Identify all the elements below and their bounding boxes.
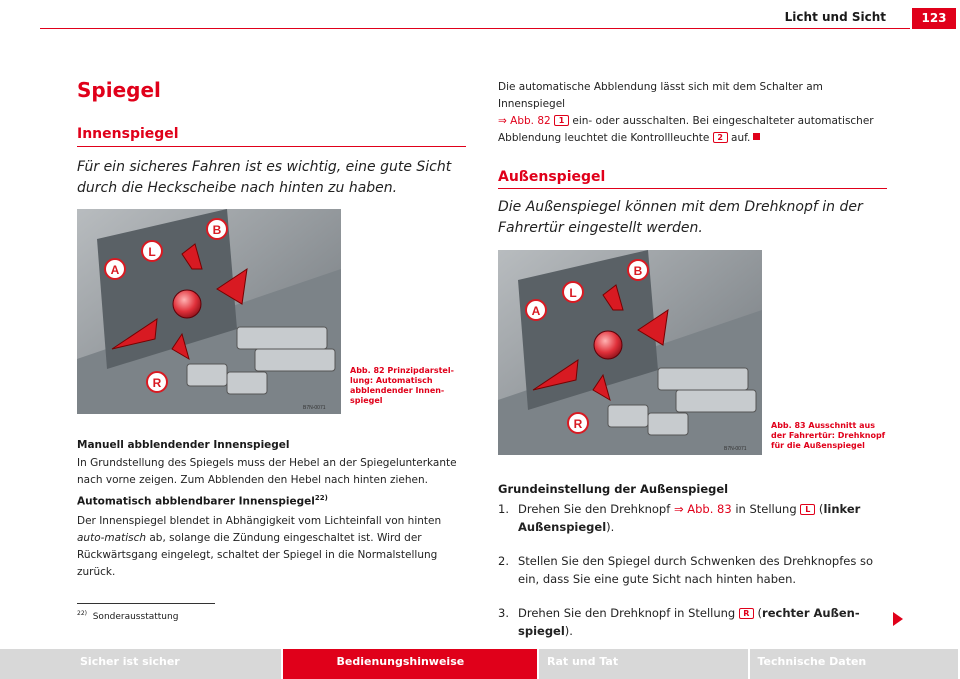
svg-text:R: R	[152, 376, 162, 390]
marker-2-badge: 2	[713, 132, 728, 143]
page-header-title: Licht und Sicht	[784, 10, 886, 24]
svg-text:A: A	[110, 263, 120, 277]
position-R-badge: R	[739, 608, 754, 619]
next-page-arrow-icon[interactable]	[893, 612, 903, 626]
svg-text:B7N-0071: B7N-0071	[724, 446, 747, 452]
svg-text:B7N-0071: B7N-0071	[303, 405, 326, 411]
steps-title: Grundeinstellung der Außenspiegel	[498, 482, 729, 496]
footer-nav	[0, 649, 960, 679]
tab-bedienungshinweise[interactable]: Bedienungshinweise	[283, 649, 540, 679]
footnote: $^{22)}$ Sonderausstattung	[77, 610, 179, 622]
chapter-heading: Spiegel	[77, 78, 161, 102]
figure-83-illustration	[498, 250, 762, 455]
auto-mirror-text: Der Innenspiegel blendet in Abhängigkeit vom Lichteinfall von hinten auto-matisch ab, solange die Zündung eingeschaltet ist. Wird der Rückwärtsgang eingelegt, schaltet der Spiegel in die Normalstellung zurück.	[77, 515, 442, 578]
link-abb-82[interactable]: Abb. 82	[510, 115, 551, 127]
manual-mirror-title: Manuell abblendender Innenspiegel	[77, 439, 290, 451]
list-item: 2. Stellen Sie den Spiegel durch Schwenken des Drehknopfes so ein, dass Sie eine gute Sicht nach hinten haben.	[498, 554, 874, 586]
link-arrow-icon: ⇒	[498, 115, 507, 127]
position-L-badge: L	[800, 504, 815, 515]
auto-dimming-text: Die automatische Abblendung lässt sich mit dem Schalter am Innenspiegel ⇒ Abb. 82 1 ein- oder ausschalten. Bei eingeschalteter automatischer Abblendung leuchtet die Kontrollleuchte 2 auf.	[498, 81, 874, 144]
svg-text:B: B	[212, 223, 222, 237]
header-rule	[40, 28, 910, 29]
tab-sicher-ist-sicher[interactable]: Sicher ist sicher	[0, 649, 283, 679]
footnote-rule	[77, 603, 215, 604]
list-item: 1. Drehen Sie den Drehknopf ⇒ Abb. 83 in Stellung L (linker Außenspiegel).	[498, 502, 861, 534]
svg-text:B: B	[633, 264, 643, 278]
marker-1-badge: 1	[554, 115, 569, 126]
section-rule	[498, 188, 887, 189]
link-abb-83[interactable]: Abb. 83	[687, 502, 732, 516]
section-end-icon	[753, 133, 760, 140]
svg-text:L: L	[569, 286, 577, 300]
figure-83-caption: Abb. 83 Ausschnitt aus der Fahrertür: Drehknopf für die Außenspiegel	[771, 421, 886, 450]
section-title-aussenspiegel: Außenspiegel	[498, 169, 606, 185]
list-item: 3. Drehen Sie den Drehknopf in Stellung R (rechter Außen-spiegel).	[498, 606, 860, 638]
section-intro: Die Außenspiegel können mit dem Drehknopf in der Fahrertür eingestellt werden.	[498, 199, 863, 236]
page-number: 123	[912, 8, 956, 29]
auto-mirror-title: Automatisch abblendbarer Innenspiegel$^{22)}$	[77, 494, 328, 508]
figure-83-door-knob	[498, 250, 762, 455]
section-intro: Für ein sicheres Fahren ist es wichtig, eine gute Sicht durch die Heckscheibe nach hinten zu haben.	[77, 159, 452, 196]
figure-82-mirror-knob	[77, 209, 341, 414]
tab-rat-und-tat[interactable]: Rat und Tat	[539, 649, 750, 679]
svg-text:L: L	[148, 245, 156, 259]
section-rule	[77, 146, 466, 147]
tab-technische-daten[interactable]: Technische Daten	[750, 649, 960, 679]
svg-text:R: R	[573, 417, 583, 431]
manual-mirror-text: In Grundstellung des Spiegels muss der Hebel an der Spiegelunterkante nach vorne zeigen. Zum Abblenden den Hebel nach hinten ziehen.	[77, 457, 457, 486]
figure-82-caption: Abb. 82 Prinzipdarstel-lung: Automatisch abblendender Innen-spiegel	[350, 366, 454, 405]
section-title-innenspiegel: Innenspiegel	[77, 126, 179, 142]
svg-text:A: A	[531, 304, 541, 318]
steps-list	[498, 500, 893, 656]
figure-82-illustration	[77, 209, 341, 414]
